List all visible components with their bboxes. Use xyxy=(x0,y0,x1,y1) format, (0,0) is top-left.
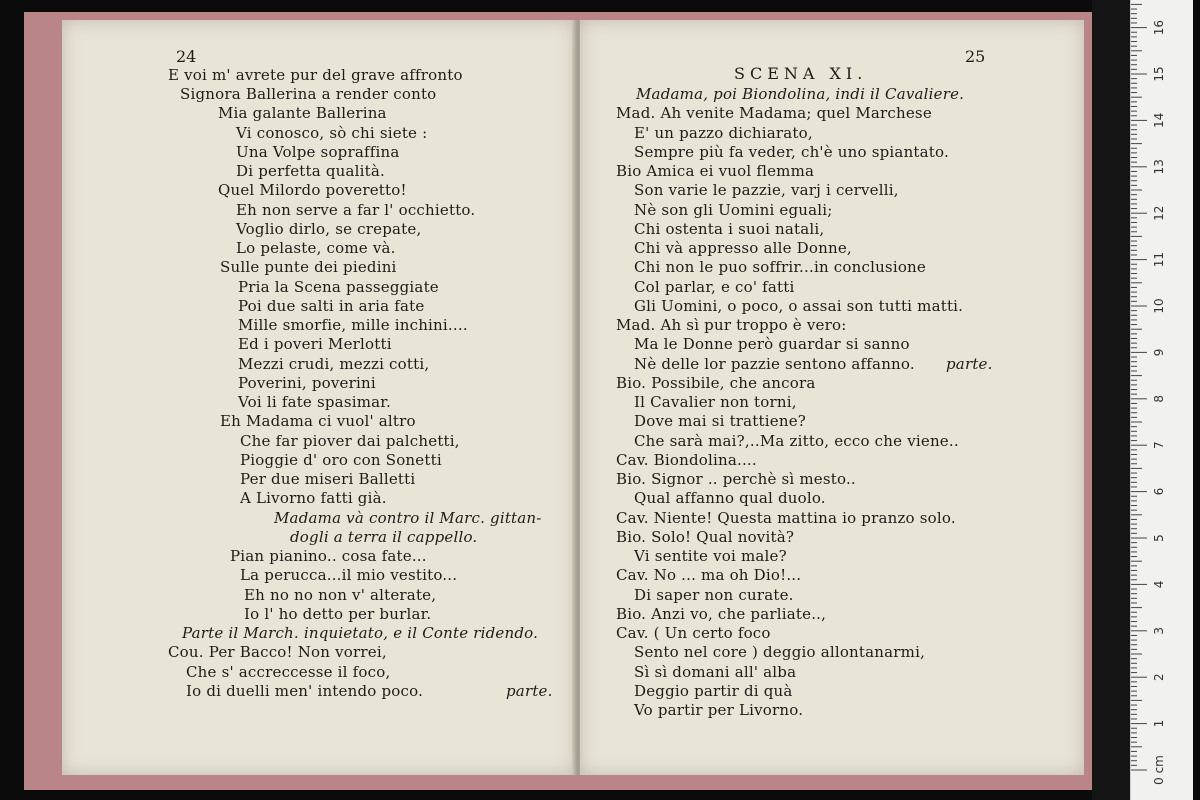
left-line: Eh Madama ci vuol' altro xyxy=(220,412,416,430)
left-page xyxy=(62,20,575,775)
right-line: Gli Uomini, o poco, o assai son tutti matti. xyxy=(634,297,964,315)
left-line: Di perfetta qualità. xyxy=(236,162,385,180)
left-line: Una Volpe sopraffina xyxy=(236,143,400,161)
right-line: Nè delle lor pazzie sentono affanno. xyxy=(634,355,915,373)
right-line: Chi ostenta i suoi natali, xyxy=(634,220,825,238)
right-line: Bio Amica ei vuol flemma xyxy=(616,162,815,180)
left-line: Lo pelaste, come và. xyxy=(236,239,396,257)
right-line: Sento nel core ) deggio allontanarmi, xyxy=(634,643,926,661)
right-line: Nè son gli Uomini eguali; xyxy=(634,201,833,219)
left-line: Poverini, poverini xyxy=(238,374,376,392)
left-line: Mille smorfie, mille inchini.... xyxy=(238,316,468,334)
left-line: Che s' accreccesse il foco, xyxy=(186,663,391,681)
ruler-label: 8 xyxy=(1152,394,1166,403)
right-line: Bio. Signor .. perchè sì mesto.. xyxy=(616,470,856,488)
right-line: Bio. Anzi vo, che parliate.., xyxy=(616,605,827,623)
right-line: Cav. ( Un certo foco xyxy=(616,624,771,642)
ruler-label: 3 xyxy=(1152,626,1166,635)
ruler-scale xyxy=(1131,0,1193,800)
right-line: Vi sentite voi male? xyxy=(634,547,787,565)
left-line: Per due miseri Balletti xyxy=(240,470,416,488)
ruler-label: 1 xyxy=(1152,719,1166,728)
left-line: Eh no no non v' alterate, xyxy=(244,586,437,604)
left-line: Poi due salti in aria fate xyxy=(238,297,425,315)
stage-direction: Madama và contro il Marc. gittan- xyxy=(274,509,542,527)
left-line: Vi conosco, sò chi siete : xyxy=(236,124,428,142)
ruler-label: 16 xyxy=(1152,19,1166,36)
stage-direction: Parte il March. inquietato, e il Conte ridendo. xyxy=(182,624,539,642)
right-line: Deggio partir di quà xyxy=(634,682,793,700)
left-line: Ed i poveri Merlotti xyxy=(238,335,392,353)
ruler-label: 9 xyxy=(1152,348,1166,357)
right-line: Vo partir per Livorno. xyxy=(634,701,804,719)
stage-direction: parte. xyxy=(506,682,553,700)
right-line: Di saper non curate. xyxy=(634,586,794,604)
left-line: Quel Milordo poveretto! xyxy=(218,181,407,199)
right-line: Son varie le pazzie, varj i cervelli, xyxy=(634,181,899,199)
right-line: Mad. Ah venite Madama; quel Marchese xyxy=(616,104,932,122)
ruler-label: 15 xyxy=(1152,66,1166,82)
right-line: Il Cavalier non torni, xyxy=(634,393,797,411)
ruler-label: 6 xyxy=(1152,487,1166,496)
left-line: Eh non serve a far l' occhietto. xyxy=(236,201,476,219)
left-line: Pioggie d' oro con Sonetti xyxy=(240,451,442,469)
left-line: A Livorno fatti già. xyxy=(240,489,387,507)
ruler-label: 7 xyxy=(1152,441,1166,450)
right-line: Che sarà mai?,..Ma zitto, ecco che viene.. xyxy=(634,432,959,450)
scene-title: SCENA XI. xyxy=(734,64,868,83)
right-line: E' un pazzo dichiarato, xyxy=(634,124,813,142)
right-line: Dove mai si trattiene? xyxy=(634,412,807,430)
ruler-label: 11 xyxy=(1152,251,1166,268)
left-line: Mia galante Ballerina xyxy=(218,104,387,122)
left-line: Voglio dirlo, se crepate, xyxy=(236,220,422,238)
left-line: Signora Ballerina a render conto xyxy=(180,85,437,103)
right-line: Ma le Donne però guardar si sanno xyxy=(634,335,910,353)
dark-background-strip xyxy=(1092,0,1130,800)
right-line: Sì sì domani all' alba xyxy=(634,663,797,681)
left-line: Sulle punte dei piedini xyxy=(220,258,397,276)
ruler-label: 12 xyxy=(1152,205,1166,221)
left-line: Pian pianino.. cosa fate... xyxy=(230,547,427,565)
right-line: Cav. No ... ma oh Dio!... xyxy=(616,566,802,584)
left-line: Che far piover dai palchetti, xyxy=(240,432,460,450)
page-number-left: 24 xyxy=(176,47,197,66)
left-line: Voi li fate spasimar. xyxy=(238,393,391,411)
ruler-label: 2 xyxy=(1152,673,1166,682)
stage-direction: dogli a terra il cappello. xyxy=(290,528,478,546)
left-line: Cou. Per Bacco! Non vorrei, xyxy=(168,643,387,661)
ruler-label: 10 xyxy=(1152,298,1166,314)
left-line: Pria la Scena passeggiate xyxy=(238,278,439,296)
stage-direction: Madama, poi Biondolina, indi il Cavaliere. xyxy=(636,85,965,103)
right-line: Chi và appresso alle Donne, xyxy=(634,239,852,257)
left-line: Io di duelli men' intendo poco. xyxy=(186,682,424,700)
right-line: Col parlar, e co' fatti xyxy=(634,278,795,296)
ruler-label: 14 xyxy=(1152,112,1166,129)
right-line: Bio. Solo! Qual novità? xyxy=(616,528,795,546)
right-line: Chi non le puo soffrir...in conclusione xyxy=(634,258,926,276)
right-line: Sempre più fa veder, ch'è uno spiantato. xyxy=(634,143,949,161)
measuring-ruler xyxy=(1130,0,1193,800)
stage-direction: parte. xyxy=(946,355,993,373)
right-line: Mad. Ah sì pur troppo è vero: xyxy=(616,316,847,334)
ruler-label: 5 xyxy=(1152,534,1166,542)
left-line: La perucca...il mio vestito... xyxy=(240,566,458,584)
left-line: E voi m' avrete pur del grave affronto xyxy=(168,66,463,84)
ruler-label: 0 cm xyxy=(1152,755,1166,785)
right-line: Cav. Niente! Questa mattina io pranzo solo. xyxy=(616,509,956,527)
right-line: Bio. Possibile, che ancora xyxy=(616,374,816,392)
left-line: Mezzi crudi, mezzi cotti, xyxy=(238,355,430,373)
page-number-right: 25 xyxy=(965,47,986,66)
ruler-label: 13 xyxy=(1152,159,1166,175)
right-page xyxy=(580,20,1084,775)
left-line: Io l' ho detto per burlar. xyxy=(244,605,432,623)
ruler-label: 4 xyxy=(1152,580,1166,589)
right-line: Cav. Biondolina.... xyxy=(616,451,757,469)
right-line: Qual affanno qual duolo. xyxy=(634,489,826,507)
